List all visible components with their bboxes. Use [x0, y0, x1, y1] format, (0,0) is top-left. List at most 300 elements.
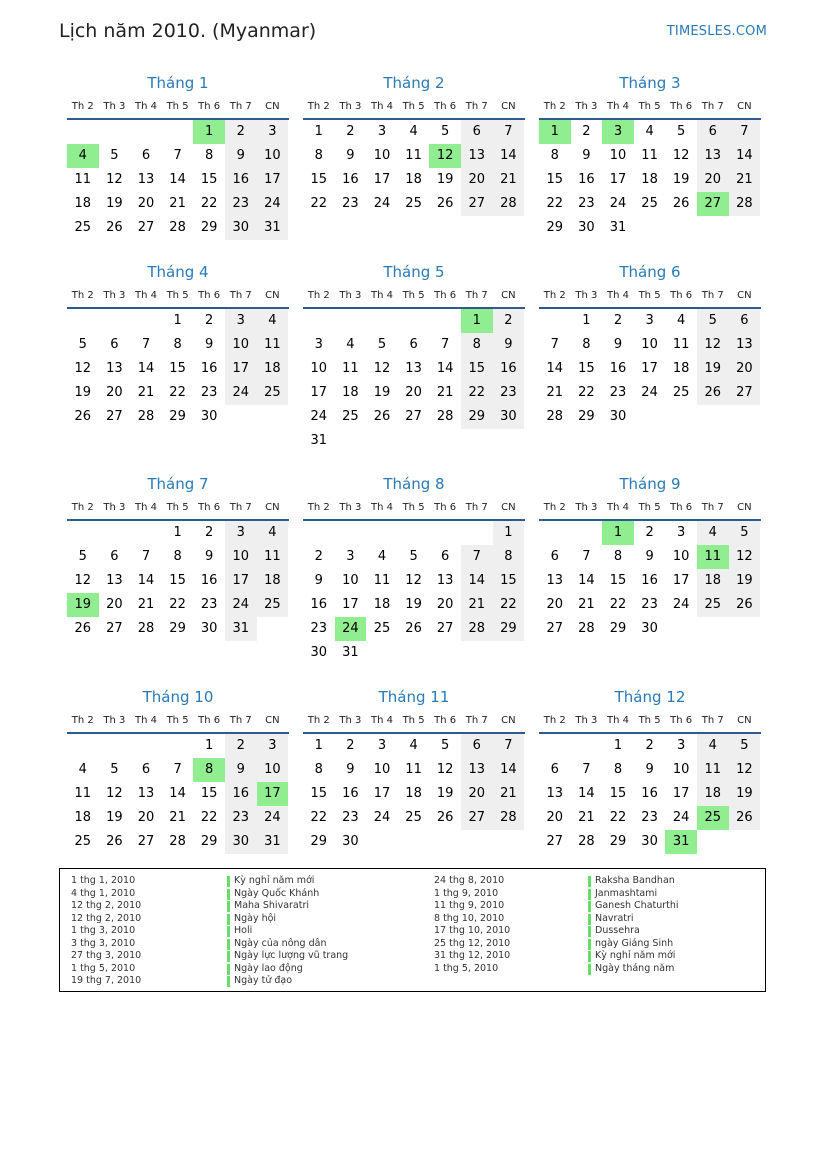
day-cell: 28: [461, 617, 493, 641]
day-cell: 23: [578, 196, 595, 211]
day-cell: 5: [409, 549, 418, 564]
empty-day-cell: [634, 216, 666, 240]
weekday-label: Th 5: [166, 502, 189, 513]
weekday-label: Th 2: [307, 715, 330, 726]
day-cell: 19: [697, 357, 729, 381]
empty-day-cell: [67, 309, 99, 333]
day-cell: 4: [346, 337, 355, 352]
day-cell: 29: [200, 834, 218, 849]
day-cell: 7: [141, 549, 151, 564]
day-cell: 19: [729, 569, 761, 593]
month-title: Tháng 1: [147, 74, 209, 92]
month-title: Tháng 4: [147, 263, 209, 281]
day-cell: 5: [78, 549, 87, 564]
day-cell: 10: [257, 758, 289, 782]
day-cell: 17: [641, 361, 658, 376]
day-cell: 8: [205, 148, 214, 163]
day-cell: 4: [697, 521, 729, 545]
day-cell: 13: [106, 361, 123, 376]
day-cell: 8: [582, 337, 591, 352]
holiday-day-cell: 25: [697, 806, 729, 830]
day-cell: 17: [672, 786, 690, 801]
weekday-label: Th 6: [434, 502, 457, 513]
empty-day-cell: [697, 830, 729, 854]
empty-day-cell: [729, 405, 761, 429]
day-cell: 29: [461, 405, 493, 429]
empty-day-cell: [130, 309, 162, 333]
day-cell: 28: [169, 220, 186, 235]
weekday-label: Th 5: [638, 101, 661, 112]
week-row: [539, 168, 761, 192]
weekday-label: Th 4: [134, 290, 157, 301]
day-cell: 7: [729, 120, 761, 144]
day-cell: 11: [672, 337, 690, 352]
month-calendar: [67, 261, 289, 429]
day-cell: 4: [409, 124, 418, 139]
day-cell: 22: [578, 385, 595, 400]
day-cell: 2: [346, 124, 355, 139]
day-cell: 2: [205, 313, 214, 328]
empty-day-cell: [665, 617, 697, 641]
day-cell: 19: [106, 810, 123, 825]
empty-day-cell: [697, 617, 729, 641]
weekday-label: Th 6: [198, 715, 221, 726]
day-cell: 30: [641, 621, 658, 636]
empty-day-cell: [697, 216, 729, 240]
site-link[interactable]: TIMESLES.COM: [666, 24, 767, 39]
day-cell: 16: [641, 786, 658, 801]
day-cell: 4: [697, 734, 729, 758]
day-cell: 27: [729, 381, 761, 405]
day-cell: 22: [310, 196, 328, 211]
day-cell: 31: [225, 617, 257, 641]
day-cell: 6: [550, 549, 559, 564]
weekday-label: CN: [501, 101, 516, 112]
day-cell: 23: [200, 385, 218, 400]
day-cell: 4: [409, 738, 418, 753]
weekday-label: Th 4: [134, 101, 157, 112]
empty-day-cell: [335, 309, 367, 333]
holiday-day-cell: 1: [461, 309, 493, 333]
legend-holiday-name: Ngày hội: [234, 912, 277, 924]
empty-day-cell: [429, 521, 461, 545]
legend-date: 4 thg 1, 2010: [71, 887, 136, 899]
day-cell: 28: [137, 621, 155, 636]
day-cell: 3: [677, 738, 686, 753]
day-cell: 5: [441, 124, 450, 139]
day-cell: 2: [225, 120, 257, 144]
day-cell: 18: [74, 810, 92, 825]
legend-holiday-name: Kỳ nghỉ năm mới: [234, 875, 315, 886]
empty-day-cell: [398, 830, 430, 854]
day-cell: 30: [578, 220, 595, 235]
day-cell: 19: [106, 196, 123, 211]
day-cell: 1: [582, 313, 591, 328]
day-cell: 4: [377, 549, 387, 564]
day-cell: 22: [310, 810, 328, 825]
legend-holiday-name: Ngày Quốc Khánh: [234, 887, 320, 899]
day-cell: 1: [613, 738, 623, 753]
week-row: [539, 593, 761, 617]
day-cell: 15: [310, 786, 328, 801]
day-cell: 1: [493, 521, 525, 545]
day-cell: 5: [729, 521, 761, 545]
empty-day-cell: [99, 521, 131, 545]
day-cell: 12: [373, 361, 391, 376]
empty-day-cell: [130, 521, 162, 545]
holiday-day-cell: 19: [67, 593, 99, 617]
day-cell: 5: [110, 148, 119, 163]
legend-holiday-name: Ngày tháng năm: [595, 962, 675, 974]
week-row: [303, 192, 525, 216]
week-row: [67, 593, 289, 617]
day-cell: 24: [373, 196, 391, 211]
legend-date: 3 thg 3, 2010: [71, 937, 136, 949]
week-row: [303, 593, 525, 617]
day-cell: 13: [697, 144, 729, 168]
day-cell: 27: [137, 834, 155, 849]
day-cell: 10: [373, 762, 391, 777]
empty-day-cell: [571, 521, 603, 545]
day-cell: 7: [493, 734, 525, 758]
weekday-label: Th 3: [103, 502, 126, 513]
day-cell: 8: [173, 337, 182, 352]
day-cell: 7: [582, 762, 591, 777]
day-cell: 4: [645, 124, 654, 139]
day-cell: 11: [373, 573, 391, 588]
weekday-label: Th 3: [575, 101, 598, 112]
week-row: [539, 734, 761, 758]
day-cell: 16: [493, 357, 525, 381]
day-cell: 9: [645, 549, 654, 564]
weekday-label: CN: [501, 502, 516, 513]
week-row: [303, 758, 525, 782]
weekday-label: Th 3: [103, 101, 126, 112]
weekday-label: CN: [501, 290, 516, 301]
holiday-day-cell: 24: [335, 617, 367, 641]
weekday-label: CN: [265, 502, 280, 513]
day-cell: 20: [729, 357, 761, 381]
empty-day-cell: [67, 120, 99, 144]
legend-marker: [227, 939, 230, 950]
weekday-label: Th 4: [370, 101, 393, 112]
day-cell: 22: [546, 196, 564, 211]
legend-date: 19 thg 7, 2010: [71, 975, 142, 986]
week-row: [539, 521, 761, 545]
day-cell: 6: [441, 549, 450, 564]
week-row: [67, 168, 289, 192]
day-cell: 21: [137, 597, 155, 612]
legend-marker: [588, 926, 591, 937]
weekday-header: [67, 710, 289, 734]
day-cell: 12: [74, 573, 92, 588]
day-cell: 21: [578, 597, 595, 612]
weekday-label: Th 5: [402, 502, 425, 513]
day-cell: 12: [106, 172, 123, 187]
week-row: [67, 806, 289, 830]
day-cell: 25: [697, 593, 729, 617]
day-cell: 28: [169, 834, 186, 849]
day-cell: 31: [257, 216, 289, 240]
legend-holiday-name: Raksha Bandhan: [595, 875, 675, 886]
day-cell: 9: [346, 148, 355, 163]
day-cell: 20: [405, 385, 422, 400]
legend-holiday-name: Holi: [234, 925, 253, 936]
day-cell: 24: [373, 810, 391, 825]
empty-day-cell: [130, 734, 162, 758]
weekday-label: Th 6: [670, 101, 693, 112]
legend-marker: [588, 889, 591, 900]
day-cell: 6: [409, 337, 418, 352]
day-cell: 29: [609, 621, 627, 636]
legend-holiday-name: Navratri: [595, 912, 634, 924]
weekday-label: Th 6: [670, 290, 693, 301]
day-cell: 3: [645, 313, 654, 328]
day-cell: 23: [342, 810, 359, 825]
week-row: [303, 806, 525, 830]
day-cell: 8: [461, 333, 493, 357]
day-cell: 14: [436, 361, 454, 376]
legend-date: 1 thg 9, 2010: [434, 887, 499, 899]
legend-marker: [227, 964, 230, 975]
day-cell: 12: [405, 573, 422, 588]
day-cell: 14: [461, 569, 493, 593]
day-cell: 23: [641, 597, 658, 612]
weekday-label: Th 7: [229, 502, 252, 513]
day-cell: 26: [74, 409, 92, 424]
day-cell: 10: [373, 148, 391, 163]
day-cell: 24: [609, 196, 627, 211]
legend-date: 1 thg 1, 2010: [71, 875, 136, 886]
day-cell: 7: [461, 545, 493, 569]
day-cell: 27: [461, 192, 493, 216]
day-cell: 30: [310, 645, 328, 660]
empty-day-cell: [539, 309, 571, 333]
day-cell: 1: [314, 738, 323, 753]
day-cell: 19: [436, 786, 454, 801]
day-cell: 23: [225, 806, 257, 830]
day-cell: 30: [200, 621, 218, 636]
weekday-header: [539, 96, 761, 120]
month-calendar: [539, 261, 761, 429]
empty-day-cell: [493, 429, 525, 453]
weekday-label: Th 5: [638, 502, 661, 513]
legend-marker: [227, 889, 230, 900]
day-cell: 9: [346, 762, 355, 777]
weekday-label: Th 3: [339, 502, 362, 513]
day-cell: 14: [493, 144, 525, 168]
day-cell: 20: [137, 196, 155, 211]
week-row: [303, 734, 525, 758]
day-cell: 16: [342, 172, 359, 187]
day-cell: 21: [169, 196, 186, 211]
day-cell: 17: [225, 357, 257, 381]
day-cell: 10: [672, 549, 690, 564]
day-cell: 15: [310, 172, 328, 187]
empty-day-cell: [729, 830, 761, 854]
week-row: [67, 381, 289, 405]
day-cell: 12: [74, 361, 92, 376]
day-cell: 11: [74, 786, 92, 801]
day-cell: 22: [169, 385, 186, 400]
week-row: [303, 381, 525, 405]
day-cell: 31: [310, 433, 328, 448]
legend-date: 12 thg 2, 2010: [71, 900, 142, 911]
day-cell: 28: [493, 192, 525, 216]
day-cell: 19: [436, 172, 454, 187]
month-title: Tháng 9: [619, 475, 681, 493]
legend-date: 12 thg 2, 2010: [71, 912, 142, 924]
legend-date: 24 thg 8, 2010: [434, 875, 505, 886]
day-cell: 29: [169, 621, 186, 636]
week-row: [303, 333, 525, 357]
day-cell: 15: [200, 786, 218, 801]
legend-date: 8 thg 10, 2010: [434, 912, 505, 924]
empty-day-cell: [429, 309, 461, 333]
day-cell: 25: [74, 220, 92, 235]
day-cell: 16: [225, 168, 257, 192]
day-cell: 17: [373, 172, 391, 187]
empty-day-cell: [225, 405, 257, 429]
day-cell: 6: [697, 120, 729, 144]
weekday-label: Th 5: [166, 290, 189, 301]
day-cell: 7: [441, 337, 450, 352]
month-title: Tháng 8: [383, 475, 445, 493]
day-cell: 22: [493, 593, 525, 617]
day-cell: 15: [200, 172, 218, 187]
holiday-legend: [59, 868, 766, 992]
day-cell: 27: [106, 621, 123, 636]
day-cell: 20: [436, 597, 454, 612]
day-cell: 21: [578, 810, 595, 825]
month-calendar: [539, 72, 761, 240]
day-cell: 24: [225, 593, 257, 617]
weekday-label: Th 2: [543, 101, 566, 112]
day-cell: 10: [225, 333, 257, 357]
day-cell: 16: [609, 361, 627, 376]
day-cell: 2: [613, 313, 623, 328]
day-cell: 24: [225, 381, 257, 405]
day-cell: 12: [436, 762, 454, 777]
week-row: [539, 405, 761, 429]
weekday-header: [67, 96, 289, 120]
day-cell: 18: [697, 782, 729, 806]
day-cell: 28: [578, 621, 595, 636]
day-cell: 29: [169, 409, 186, 424]
day-cell: 14: [578, 786, 595, 801]
day-cell: 24: [257, 806, 289, 830]
day-cell: 8: [314, 148, 323, 163]
day-cell: 27: [546, 621, 564, 636]
day-cell: 1: [314, 124, 323, 139]
empty-day-cell: [162, 120, 194, 144]
day-cell: 18: [405, 172, 422, 187]
legend-holiday-name: Janmashtami: [595, 887, 658, 899]
day-cell: 15: [493, 569, 525, 593]
day-cell: 29: [609, 834, 627, 849]
weekday-label: Th 3: [575, 502, 598, 513]
day-cell: 18: [697, 569, 729, 593]
legend-date: 31 thg 12, 2010: [434, 950, 511, 961]
day-cell: 2: [582, 124, 591, 139]
weekday-label: CN: [737, 101, 752, 112]
day-cell: 22: [200, 810, 218, 825]
empty-day-cell: [99, 734, 131, 758]
day-cell: 3: [346, 549, 355, 564]
empty-day-cell: [67, 521, 99, 545]
day-cell: 4: [677, 313, 686, 328]
day-cell: 17: [310, 385, 328, 400]
day-cell: 12: [729, 545, 761, 569]
day-cell: 12: [697, 333, 729, 357]
weekday-label: Th 4: [134, 502, 157, 513]
week-row: [539, 830, 761, 854]
day-cell: 2: [346, 738, 355, 753]
weekday-label: Th 7: [465, 502, 488, 513]
week-row: [303, 144, 525, 168]
day-cell: 6: [729, 309, 761, 333]
weekday-label: Th 7: [229, 715, 252, 726]
weekday-label: Th 2: [543, 290, 566, 301]
day-cell: 18: [405, 786, 422, 801]
day-cell: 17: [672, 573, 690, 588]
day-cell: 6: [141, 148, 151, 163]
day-cell: 5: [377, 337, 387, 352]
weekday-label: CN: [737, 715, 752, 726]
empty-day-cell: [130, 120, 162, 144]
week-row: [303, 309, 525, 333]
empty-day-cell: [398, 429, 430, 453]
legend-marker: [227, 901, 230, 912]
week-row: [67, 216, 289, 240]
day-cell: 5: [78, 337, 87, 352]
empty-day-cell: [429, 830, 461, 854]
weekday-label: Th 4: [134, 715, 157, 726]
empty-day-cell: [461, 830, 493, 854]
day-cell: 2: [645, 525, 654, 540]
day-cell: 27: [436, 621, 454, 636]
week-row: [67, 758, 289, 782]
weekday-label: Th 6: [434, 715, 457, 726]
weekday-label: Th 3: [339, 715, 362, 726]
day-cell: 27: [137, 220, 155, 235]
day-cell: 16: [342, 786, 359, 801]
day-cell: 25: [257, 593, 289, 617]
day-cell: 25: [74, 834, 92, 849]
day-cell: 17: [609, 172, 627, 187]
day-cell: 27: [106, 409, 123, 424]
empty-day-cell: [257, 617, 289, 641]
holiday-day-cell: 31: [665, 830, 697, 854]
holiday-day-cell: 17: [257, 782, 289, 806]
day-cell: 8: [493, 545, 525, 569]
day-cell: 22: [200, 196, 218, 211]
day-cell: 5: [697, 309, 729, 333]
holiday-day-cell: 1: [193, 120, 225, 144]
weekday-label: Th 3: [339, 101, 362, 112]
weekday-label: Th 7: [229, 101, 252, 112]
weekday-label: CN: [501, 715, 516, 726]
legend-holiday-name: Kỳ nghỉ năm mới: [595, 950, 676, 961]
day-cell: 21: [493, 782, 525, 806]
day-cell: 15: [461, 357, 493, 381]
month-calendar: [67, 686, 289, 854]
week-row: [67, 617, 289, 641]
day-cell: 20: [106, 385, 123, 400]
day-cell: 8: [173, 549, 182, 564]
day-cell: 15: [546, 172, 564, 187]
weekday-label: Th 6: [670, 502, 693, 513]
